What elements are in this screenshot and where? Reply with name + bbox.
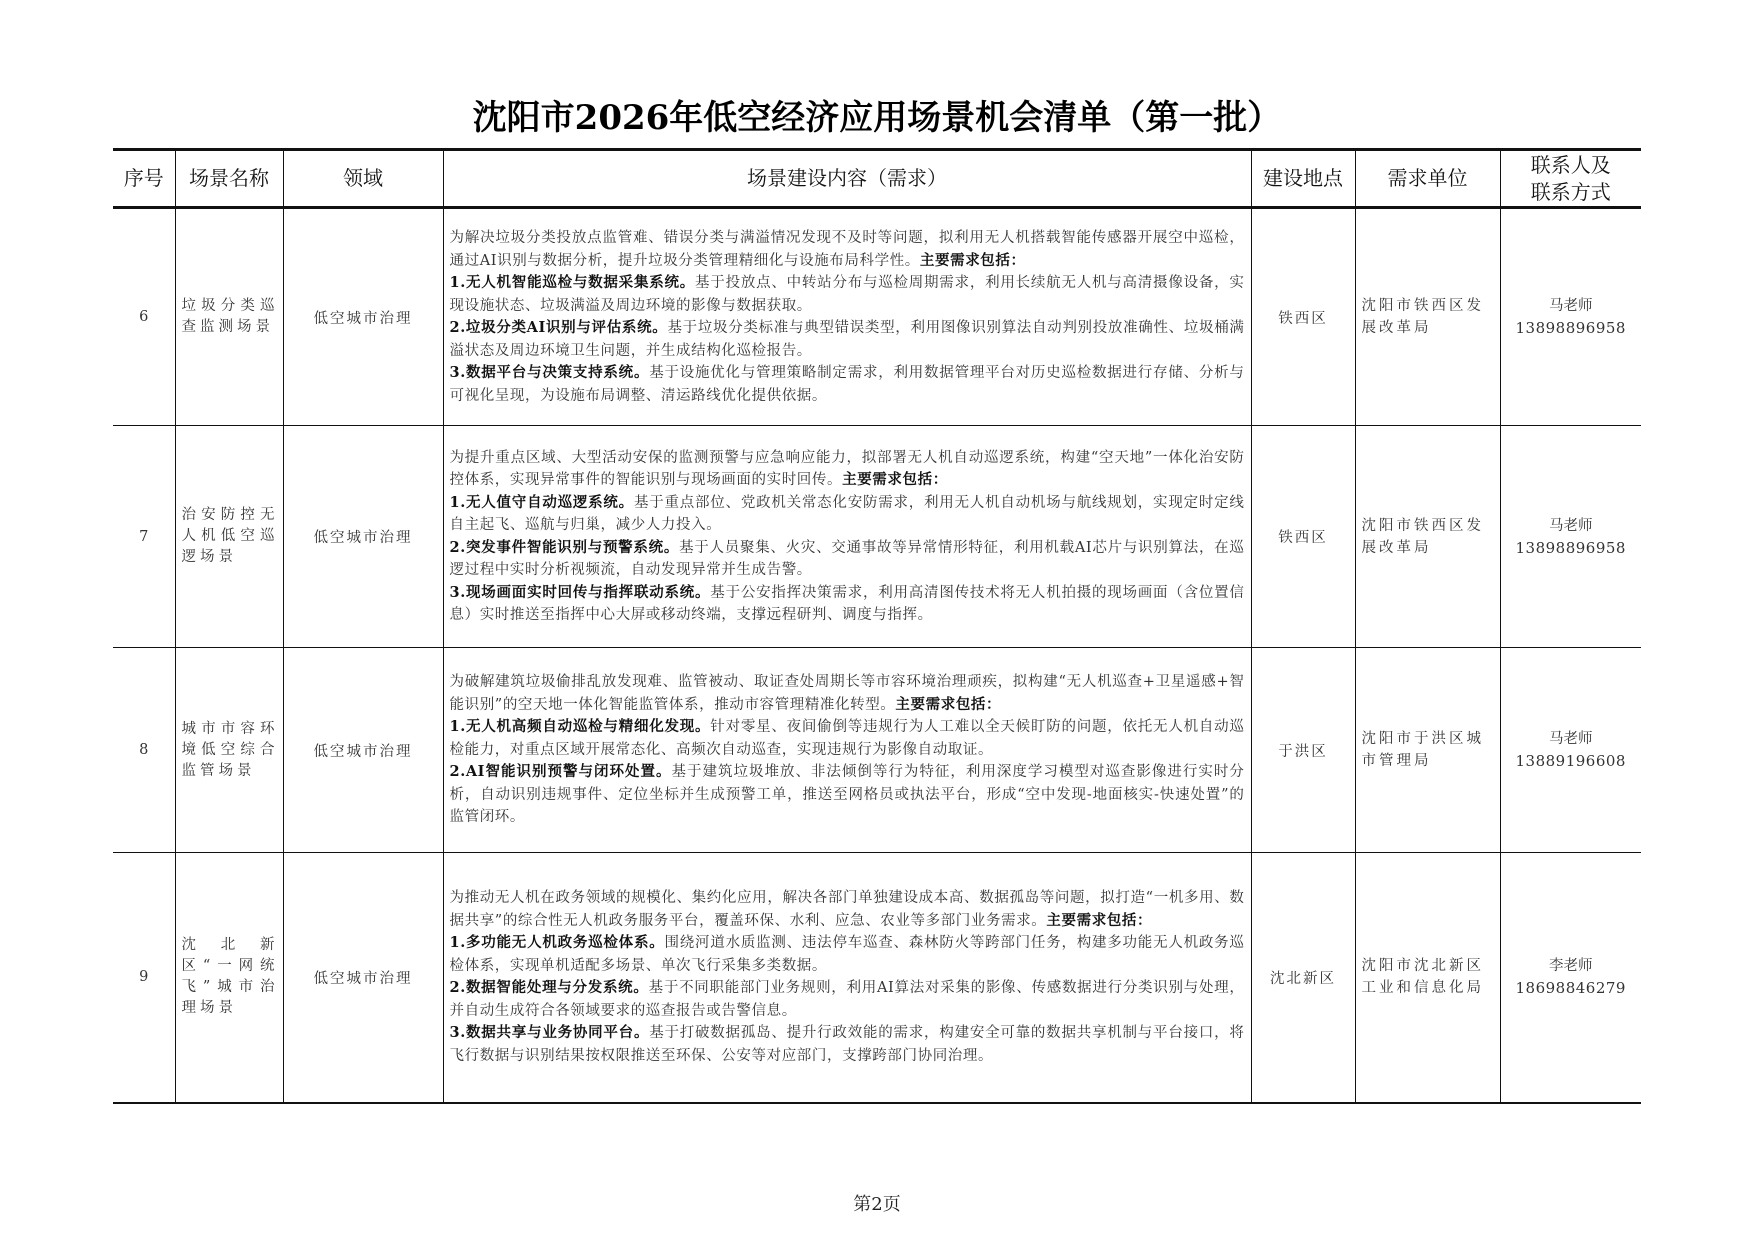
intro-text: 为解决垃圾分类投放点监管难、错误分类与满溢情况发现不及时等问题，拟利用无人机搭载智能传感器开展空中巡检，通过AI识别与数据分析，提升垃圾分类管理精细化与设施布局科学性。 [449, 230, 1245, 269]
contact-phone: 13889196608 [1515, 752, 1626, 770]
row-location: 沈北新区 [1251, 853, 1355, 1103]
intro-bold: 主要需求包括： [842, 471, 948, 488]
header-location: 建设地点 [1251, 150, 1355, 208]
row-seq: 6 [113, 208, 175, 426]
content-item [450, 492, 1245, 537]
item-title: 2.AI智能识别预警与闭环处置。 [449, 763, 672, 781]
content-item [450, 932, 1245, 977]
row-scene-name: 垃圾分类巡查监测场景 [175, 208, 283, 426]
row-scene-name: 城市市容环境低空综合监管场景 [175, 648, 283, 853]
intro-text: 为破解建筑垃圾偷排乱放发现难、监管被动、取证查处周期长等市容环境治理顽疾，拟构建“无人机巡查+卫星遥感+智能识别”的空天地一体化智能监管体系，推动市容管理精准化转型。 [449, 674, 1245, 713]
row-field: 低空城市治理 [283, 853, 443, 1103]
intro-bold: 主要需求包括： [1046, 911, 1153, 929]
item-title: 1.无人机智能巡检与数据采集系统。 [449, 274, 696, 291]
item-text: 针对零星、夜间偷倒等违规行为人工难以全天候盯防的问题，依托无人机自动巡检能力，对重点区域开展常态化、高频次自动巡查，实现违规行为影像自动取证。 [449, 719, 1245, 758]
row-location: 铁西区 [1251, 426, 1355, 648]
row-unit: 沈阳市于洪区城市管理局 [1355, 648, 1500, 853]
item-text: 基于重点部位、党政机关常态化安防需求，利用无人机自动机场与航线规划，实现定时定线自主起飞、巡航与归巢，减少人力投入。 [449, 494, 1245, 533]
item-title: 3.现场画面实时回传与指挥联动系统。 [449, 583, 711, 601]
row-field: 低空城市治理 [283, 208, 443, 426]
row-content [443, 208, 1251, 426]
contact-name: 马老师 [1549, 731, 1593, 747]
row-contact [1500, 853, 1641, 1103]
row-unit: 沈阳市铁西区发展改革局 [1355, 208, 1500, 426]
row-location: 铁西区 [1251, 208, 1355, 426]
row-field: 低空城市治理 [283, 426, 443, 648]
row-contact [1500, 426, 1641, 648]
header-field: 领域 [283, 150, 443, 208]
contact-phone: 13898896958 [1515, 538, 1626, 557]
item-text: 基于人员聚集、火灾、交通事故等异常情形特征，利用机载AI芯片与识别算法，在巡逻过程中实时分析视频流，自动发现异常并生成告警。 [449, 539, 1245, 578]
header-unit: 需求单位 [1355, 150, 1500, 208]
row-content [443, 648, 1251, 853]
contact-name: 马老师 [1549, 298, 1593, 314]
content-intro [450, 671, 1245, 716]
table-row [113, 648, 1641, 853]
content-item [450, 317, 1245, 362]
content-item [450, 582, 1245, 627]
contact-phone: 13898896958 [1515, 319, 1626, 337]
contact-name: 李老师 [1549, 958, 1593, 975]
table-row [113, 426, 1641, 648]
item-text: 基于设施优化与管理策略制定需求，利用数据管理平台对历史巡检数据进行存储、分析与可视化呈现，为设施布局调整、清运路线优化提供依据。 [449, 365, 1245, 404]
header-contact-line1: 联系人及 [1530, 152, 1611, 177]
contact-phone: 18698846279 [1515, 979, 1626, 998]
content-intro [450, 227, 1245, 272]
content-item [450, 977, 1245, 1022]
item-title: 1.无人机高频自动巡检与精细化发现。 [449, 718, 711, 736]
intro-text: 为推动无人机在政务领域的规模化、集约化应用，解决各部门单独建设成本高、数据孤岛等问题，拟打造“一机多用、数据共享”的综合性无人机政务服务平台，覆盖环保、水利、应急、农业等多部门业务需求。 [449, 890, 1245, 929]
row-unit: 沈阳市沈北新区工业和信息化局 [1355, 853, 1500, 1103]
item-text: 基于垃圾分类标准与典型错误类型，利用图像识别算法自动判别投放准确性、垃圾桶满溢状态及周边环境卫生问题，并生成结构化巡检报告。 [449, 320, 1245, 359]
item-title: 1.无人值守自动巡逻系统。 [449, 493, 634, 511]
item-title: 1.多功能无人机政务巡检体系。 [449, 934, 665, 952]
item-title: 3.数据平台与决策支持系统。 [449, 364, 650, 381]
opportunity-table [113, 148, 1641, 1104]
item-title: 2.垃圾分类AI识别与评估系统。 [449, 319, 668, 336]
content-intro [450, 447, 1245, 492]
table-header-row [113, 150, 1641, 208]
item-text: 基于不同职能部门业务规则，利用AI算法对采集的影像、传感数据进行分类识别与处理，并自动生成符合各领域要求的巡查报告或告警信息。 [449, 980, 1245, 1019]
item-text: 围绕河道水质监测、违法停车巡查、森林防火等跨部门任务，构建多功能无人机政务巡检体系，实现单机适配多场景、单次飞行采集多类数据。 [449, 935, 1245, 974]
item-text: 基于打破数据孤岛、提升行政效能的需求，构建安全可靠的数据共享机制与平台接口，将飞行数据与识别结果按权限推送至环保、公安等对应部门，支撑跨部门协同治理。 [449, 1025, 1245, 1064]
content-item [450, 716, 1245, 761]
document-title: 沈阳市2026年低空经济应用场景机会清单（第一批） [472, 98, 1282, 138]
item-title: 2.数据智能处理与分发系统。 [449, 979, 649, 997]
table-row [113, 208, 1641, 426]
content-intro [450, 887, 1245, 932]
intro-text: 为提升重点区域、大型活动安保的监测预警与应急响应能力，拟部署无人机自动巡逻系统，构建“空天地”一体化治安防控体系，实现异常事件的智能识别与现场画面的实时回传。 [449, 449, 1245, 488]
item-title: 2.突发事件智能识别与预警系统。 [449, 538, 680, 556]
row-contact [1500, 208, 1641, 426]
intro-bold: 主要需求包括： [895, 695, 1002, 713]
item-text: 基于建筑垃圾堆放、非法倾倒等行为特征，利用深度学习模型对巡查影像进行实时分析，自动识别违规事件、定位坐标并生成预警工单，推送至网格员或执法平台，形成“空中发现-地面核实-快速处置”的监管闭环。 [449, 764, 1245, 826]
contact-name: 马老师 [1549, 517, 1593, 534]
row-seq: 9 [113, 853, 175, 1103]
content-item [450, 1022, 1245, 1067]
row-content [443, 426, 1251, 648]
row-scene-name: 沈北新区“一网统飞”城市治理场景 [175, 853, 283, 1103]
content-item [450, 761, 1245, 829]
intro-bold: 主要需求包括： [919, 251, 1026, 269]
row-field: 低空城市治理 [283, 648, 443, 853]
row-unit: 沈阳市铁西区发展改革局 [1355, 426, 1500, 648]
row-seq: 7 [113, 426, 175, 648]
item-text: 基于公安指挥决策需求，利用高清图传技术将无人机拍摄的现场画面（含位置信息）实时推送至指挥中心大屏或移动终端，支撑远程研判、调度与指挥。 [449, 584, 1245, 623]
row-seq: 8 [113, 648, 175, 853]
page-number: 第2页 [853, 1194, 901, 1215]
header-name: 场景名称 [175, 150, 283, 208]
content-item [450, 362, 1245, 407]
row-scene-name: 治安防控无人机低空巡逻场景 [175, 426, 283, 648]
header-seq: 序号 [113, 150, 175, 208]
header-contact [1500, 150, 1641, 208]
content-item [450, 537, 1245, 582]
content-item [450, 272, 1245, 317]
row-location: 于洪区 [1251, 648, 1355, 853]
row-content [443, 853, 1251, 1103]
item-text: 基于投放点、中转站分布与巡检周期需求，利用长续航无人机与高清摄像设备，实现设施状态、垃圾满溢及周边环境的影像与数据获取。 [449, 275, 1245, 314]
table-row [113, 853, 1641, 1103]
row-contact [1500, 648, 1641, 853]
header-contact-line2: 联系方式 [1530, 179, 1611, 204]
header-content: 场景建设内容（需求） [443, 150, 1251, 208]
item-title: 3.数据共享与业务协同平台。 [449, 1024, 650, 1042]
